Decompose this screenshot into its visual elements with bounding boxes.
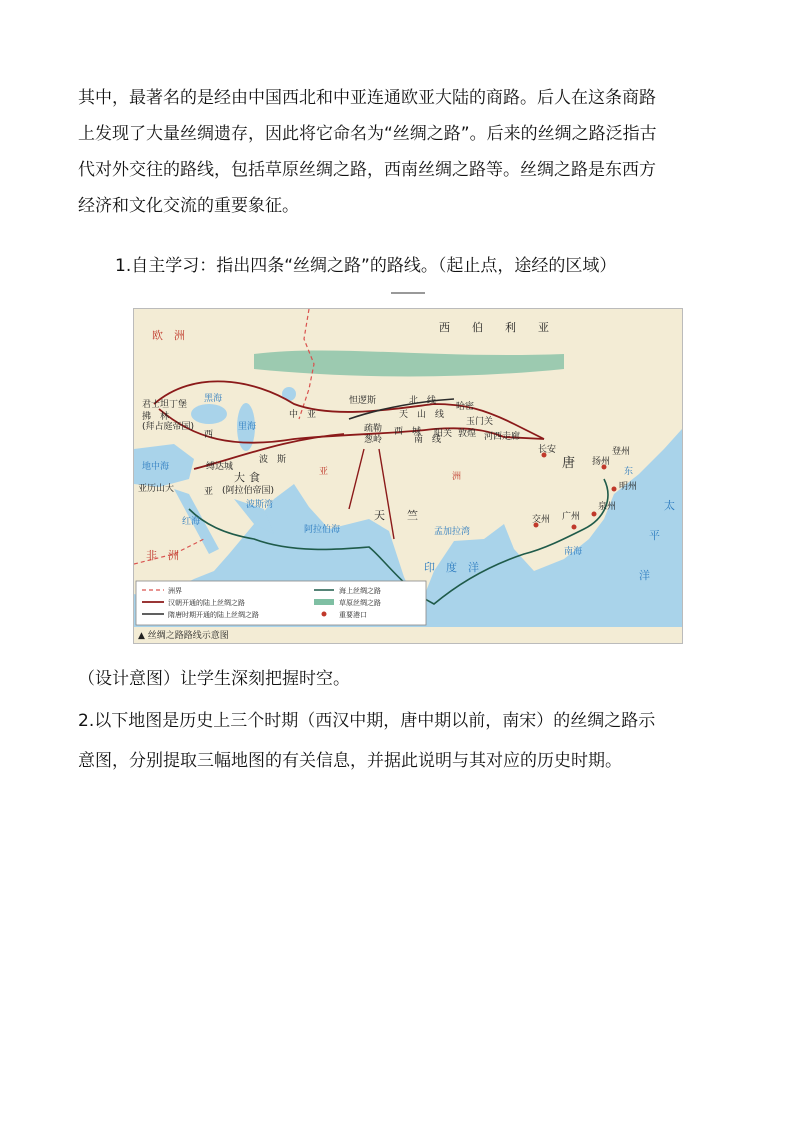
sea-label: 孟加拉湾 (434, 527, 471, 537)
sea-label: 阿拉伯海 (304, 525, 341, 535)
sea-label: 红海 (182, 517, 201, 527)
sea-label: 东 (624, 467, 634, 477)
sea-label: 太 (664, 499, 675, 512)
legend-label: 隋唐时期开通的陆上丝绸之路 (168, 611, 259, 619)
city-label: 疏勒 (364, 424, 383, 434)
port-dot (612, 487, 617, 492)
region-label: (阿拉伯帝国) (222, 486, 275, 496)
region-label: 洲 (452, 472, 462, 482)
port-dot (572, 525, 577, 530)
sea-label: 南海 (564, 547, 583, 557)
silk-road-map (133, 308, 683, 644)
city-label: 泉州 (598, 502, 617, 512)
region-label: 天 山 线 (399, 410, 445, 420)
sea-label: 黑海 (204, 394, 223, 404)
sea-label: 河西走廊 (484, 432, 521, 442)
region-label: 西 (204, 430, 214, 440)
region-label: 南 线 (414, 435, 442, 445)
map-svg (134, 309, 682, 643)
region-label: 食 (249, 471, 260, 484)
region-label: 西 伯 利 亚 (439, 321, 549, 334)
city-label: (拜占庭帝国) (142, 422, 195, 432)
city-label: 君士坦丁堡 (142, 400, 188, 410)
legend-label: 草原丝绸之路 (339, 599, 381, 607)
city-label: 拂 林 (142, 412, 170, 422)
region-label: 亚 (204, 487, 214, 497)
city-label: 怛逻斯 (349, 396, 377, 406)
city-label: 交州 (532, 515, 551, 525)
region-label: 波 斯 (259, 455, 287, 465)
city-label: 登州 (612, 447, 631, 457)
city-label: 亚历山大 (138, 484, 175, 494)
task-1-prompt: 1.自主学习：指出四条“丝绸之路”的路线。（起止点，途经的区域） (115, 256, 617, 276)
city-label: 哈密 (456, 402, 475, 412)
region-label: 唐 (562, 456, 576, 471)
sea-label: 平 (649, 529, 660, 542)
region-label: 亚 (319, 467, 329, 477)
city-label: 明州 (619, 482, 638, 492)
legend-label: 汉朝开通的陆上丝绸之路 (168, 599, 245, 607)
city-label: 阳关 (434, 429, 453, 439)
sea-label: 洋 (639, 569, 650, 582)
city-label: 敦煌 (458, 429, 477, 439)
legend-label: 重要港口 (339, 611, 367, 619)
city-label: 长安 (538, 445, 557, 455)
region-label: 大 (234, 471, 245, 484)
city-label: 玉门关 (466, 417, 494, 427)
legend-label: 洲界 (168, 587, 182, 595)
city-label: 扬州 (592, 457, 611, 467)
black-sea (191, 404, 227, 424)
city-label: 葱岭 (364, 435, 383, 445)
task-2-line: 意图，分别提取三幅地图的有关信息，并据此说明与其对应的历史时期。 (78, 751, 622, 771)
city-label: 广州 (562, 512, 581, 522)
region-label: 北 线 (409, 396, 437, 406)
map-caption: ▲ 丝绸之路路线示意图 (138, 631, 229, 641)
region-label: 中 亚 (289, 410, 317, 420)
sea-label: 波斯湾 (246, 500, 274, 510)
design-intent: （设计意图）让学生深刻把握时空。 (78, 669, 350, 689)
paragraph-line: 经济和文化交流的重要象征。 (78, 196, 299, 216)
paragraph-line: 代对外交往的路线，包括草原丝绸之路，西南丝绸之路等。丝绸之路是东西方 (78, 160, 656, 180)
port-dot (592, 512, 597, 517)
sea-label: 印 度 洋 (424, 561, 479, 574)
decor-dash (391, 292, 425, 297)
region-label: 天 竺 (374, 509, 418, 522)
city-label: 缚达城 (206, 462, 234, 472)
paragraph-line: 上发现了大量丝绸遗存，因此将它命名为“丝绸之路”。后来的丝绸之路泛指古 (78, 124, 657, 144)
task-2-line: 2.以下地图是历史上三个时期（西汉中期，唐中期以前，南宋）的丝绸之路示 (78, 711, 656, 731)
map-legend (136, 581, 426, 625)
legend-label: 海上丝绸之路 (339, 587, 381, 595)
sea-label: 地中海 (142, 462, 170, 472)
paragraph-line: 其中，最著名的是经由中国西北和中亚连通欧亚大陆的商路。后人在这条商路 (78, 88, 656, 108)
region-label: 西 城 (394, 427, 422, 437)
region-label: 欧 洲 (152, 329, 185, 342)
sea-label: 里海 (238, 422, 257, 432)
region-label: 非 洲 (146, 549, 179, 562)
